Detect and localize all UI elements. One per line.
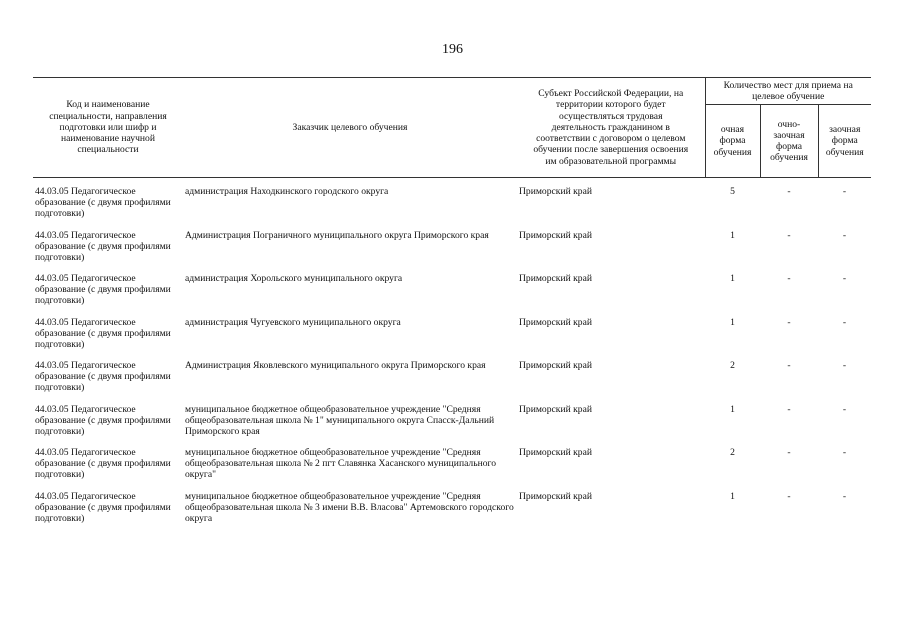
specialty-cell: 44.03.05 Педагогическое образование (с двумя профилями подготовки) [35,186,171,220]
region-cell: Приморский край [519,229,592,241]
table-row [33,273,871,317]
region-cell: Приморский край [519,447,592,458]
header-mixed: очно-заочная форма обучения [760,105,818,178]
region-cell: Приморский край [519,403,592,415]
customer-cell: Администрация Яковлевского муниципального округа Приморского края [185,360,486,371]
specialty-cell: 44.03.05 Педагогическое образование (с двумя профилями подготовки) [35,447,171,481]
header-region: Субъект Российской Федерации, на территории которого будет осуществляться трудовая деятельность гражданином в соответствии с договором о целевом обучении после завершения освоения им образовательной программы [517,78,705,178]
specialty-cell: 44.03.05 Педагогическое образование (с двумя профилями подготовки) [35,273,171,307]
mixed-cell: - [787,490,791,502]
mixed-cell: - [787,316,791,328]
parttime-cell: - [842,186,847,197]
header-places: Количество мест для приема на целевое обучение [705,78,871,105]
table-row [33,186,871,230]
parttime-cell: - [842,273,847,284]
mixed-cell: - [787,229,791,241]
fulltime-cell: 1 [730,316,735,328]
fulltime-cell: 1 [730,273,735,284]
mixed-cell: - [787,186,791,197]
region-cell: Приморский край [519,186,592,197]
fulltime-cell: 2 [730,360,735,371]
table-row [33,447,871,491]
mixed-cell: - [787,360,791,371]
customer-cell: администрация Хорольского муниципального округа [185,273,403,284]
parttime-cell: - [842,316,847,328]
region-cell: Приморский край [519,273,592,284]
customer-cell: администрация Находкинского городского округа [185,186,389,197]
customer-cell: муниципальное бюджетное общеобразовательное учреждение "Средняя общеобразовательная школа № 3 имени В.В. Власова" Артемовского городского округа [185,490,514,524]
specialty-cell: 44.03.05 Педагогическое образование (с двумя профилями подготовки) [35,490,171,524]
customer-cell: муниципальное бюджетное общеобразовательное учреждение "Средняя общеобразовательная школа № 2 пгт Славянка Хасанского муниципального округа" [185,447,497,481]
specialty-cell: 44.03.05 Педагогическое образование (с двумя профилями подготовки) [35,316,171,350]
region-cell: Приморский край [519,360,592,371]
region-cell: Приморский край [519,490,592,502]
fulltime-cell: 1 [730,403,735,415]
fulltime-cell: 1 [730,229,735,241]
table-row [33,230,871,274]
parttime-cell: - [842,447,847,458]
mixed-cell: - [787,403,791,415]
header-customer: Заказчик целевого обучения [183,78,517,178]
region-cell: Приморский край [519,316,592,328]
parttime-cell: - [842,360,847,371]
customer-cell: администрация Чугуевского муниципального округа [185,316,401,328]
parttime-cell: - [842,229,847,241]
parttime-cell: - [842,403,847,415]
header-code: Код и наименование специальности, направления подготовки или шифр и наименование научной специальности [33,78,183,178]
fulltime-cell: 5 [730,186,735,197]
mixed-cell: - [787,447,791,458]
page-number: 196 [442,42,463,57]
fulltime-cell: 1 [730,490,735,502]
specialty-cell: 44.03.05 Педагогическое образование (с двумя профилями подготовки) [35,360,171,394]
table-row [33,317,871,361]
table-row [33,404,871,448]
customer-cell: Администрация Пограничного муниципального округа Приморского края [185,229,489,241]
parttime-cell: - [842,490,847,502]
header-fulltime: очная форма обучения [705,105,760,178]
target-training-table [33,77,871,534]
specialty-cell: 44.03.05 Педагогическое образование (с двумя профилями подготовки) [35,403,171,437]
specialty-cell: 44.03.05 Педагогическое образование (с двумя профилями подготовки) [35,229,171,263]
header-parttime: заочная форма обучения [818,105,871,178]
customer-cell: муниципальное бюджетное общеобразовательное учреждение "Средняя общеобразовательная школа № 1" муниципального округа Спасск-Дальний Приморского края [185,403,495,437]
fulltime-cell: 2 [730,447,735,458]
table-row [33,491,871,535]
mixed-cell: - [787,273,791,284]
table-row [33,360,871,404]
